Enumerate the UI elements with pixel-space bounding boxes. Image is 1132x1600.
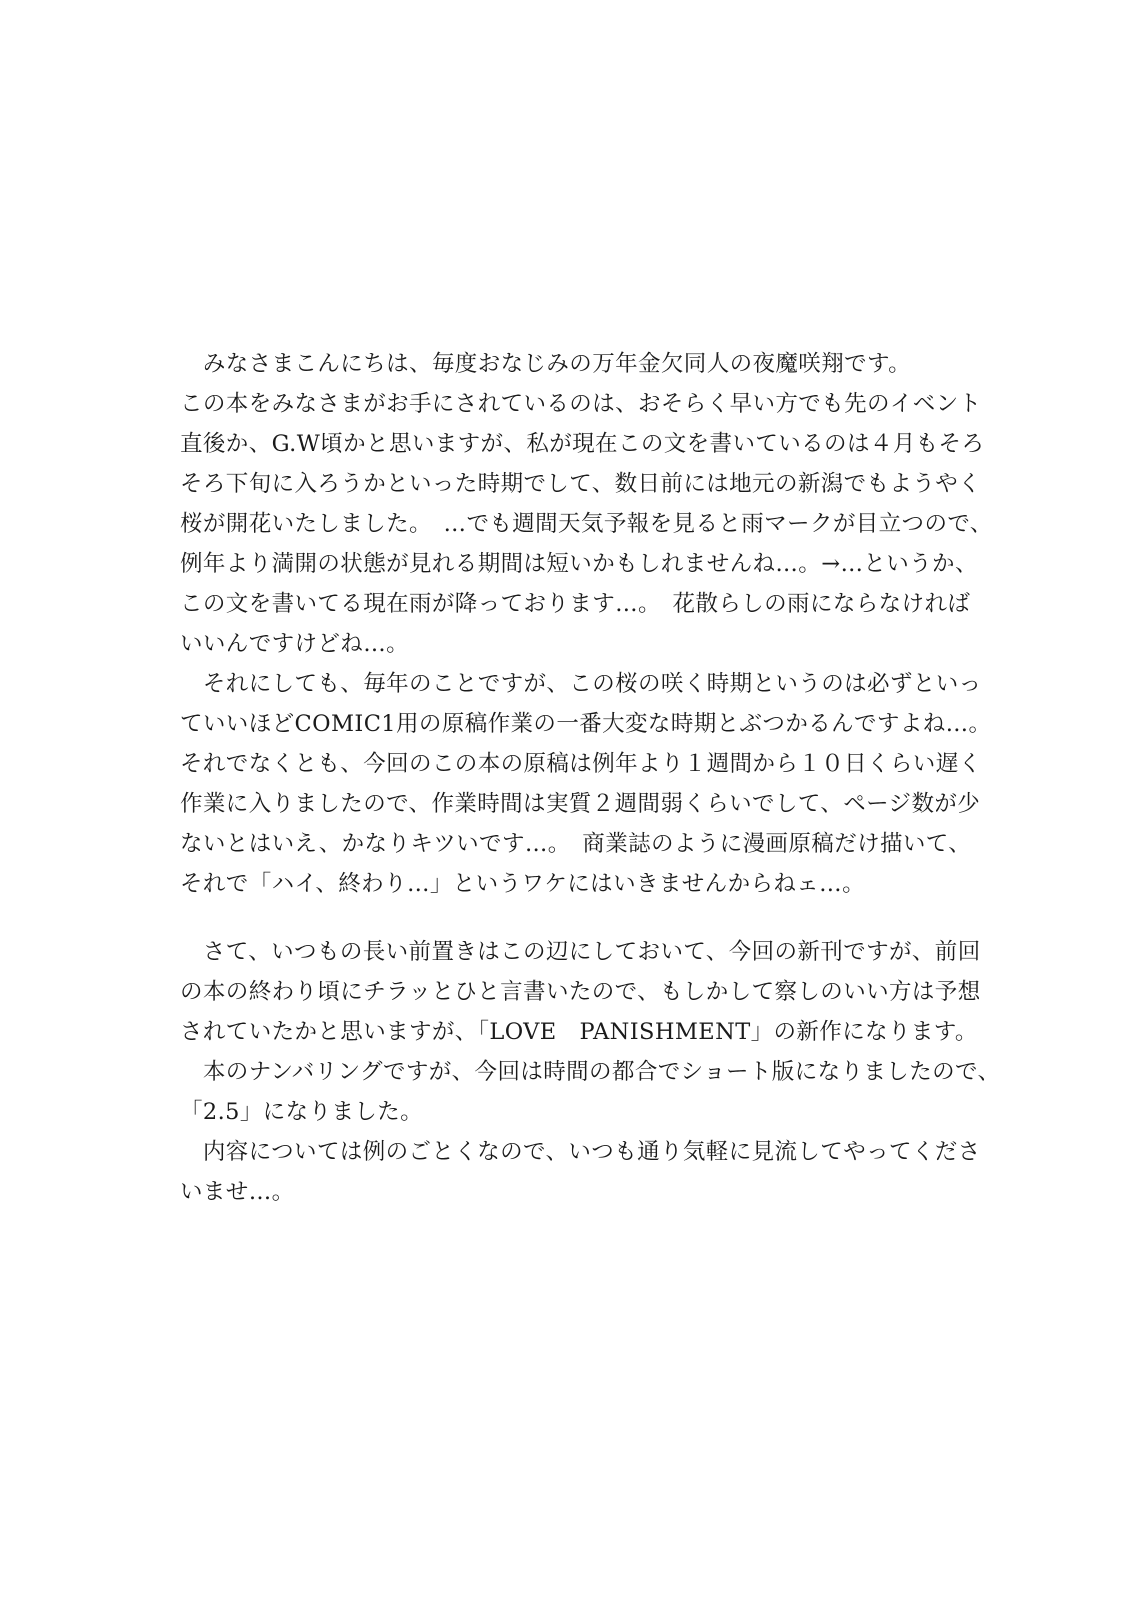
text-line: されていたかと思いますが、「LOVE PANISHMENT」の新作になります。 (180, 1019, 978, 1045)
text-line: ないとはいえ、かなりキツいです…。 商業誌のように漫画原稿だけ描いて、 (180, 831, 972, 857)
paragraph-block-new-release (180, 932, 1010, 1212)
text-line: 直後か、G.W頃かと思いますが、私が現在この文を書いているのは４月もそろ (180, 431, 985, 457)
text-line: いいんですけどね…。 (180, 631, 410, 657)
text-line: 例年より満開の状態が見れる期間は短いかもしれませんね…。→…というか、 (180, 551, 978, 577)
text-line: 作業に入りましたので、作業時間は実質２週間弱くらいでして、ページ数が少 (180, 791, 981, 817)
text-line: さて、いつもの長い前置きはこの辺にしておいて、今回の新刊ですが、前回 (180, 939, 981, 965)
text-line: ていいほどCOMIC1用の原稿作業の一番大変な時期とぶつかるんですよね…。 (180, 711, 992, 737)
text-line: それにしても、毎年のことですが、この桜の咲く時期というのは必ずといっ (180, 671, 982, 697)
text-line: いませ…。 (180, 1179, 295, 1205)
text-line: 内容については例のごとくなので、いつも通り気軽に見流してやってくださ (180, 1139, 981, 1165)
paragraph-block-intro (180, 344, 1010, 904)
text-line: 「2.5」になりました。 (180, 1099, 424, 1125)
text-line: みなさまこんにちは、毎度おなじみの万年金欠同人の夜魔咲翔です。 (180, 351, 912, 377)
text-line: 本のナンバリングですが、今回は時間の都合でショート版になりましたので、 (180, 1059, 1001, 1085)
text-line: の本の終わり頃にチラッとひと言書いたので、もしかして察しのいい方は予想 (180, 979, 981, 1005)
text-line: それで「ハイ、終わり…」というワケにはいきませんからねェ…。 (180, 871, 865, 897)
text-line: それでなくとも、今回のこの本の原稿は例年より１週間から１０日くらい遅く (180, 751, 982, 777)
text-line: そろ下旬に入ろうかといった時期でして、数日前には地元の新潟でもようやく (180, 471, 982, 497)
text-line: 桜が開花いたしました。 …でも週間天気予報を見ると雨マークが目立つので、 (180, 511, 993, 537)
text-line: この文を書いてる現在雨が降っております…。 花散らしの雨にならなければ (180, 591, 971, 617)
text-line: この本をみなさまがお手にされているのは、おそらく早い方でも先のイベント (180, 391, 982, 417)
